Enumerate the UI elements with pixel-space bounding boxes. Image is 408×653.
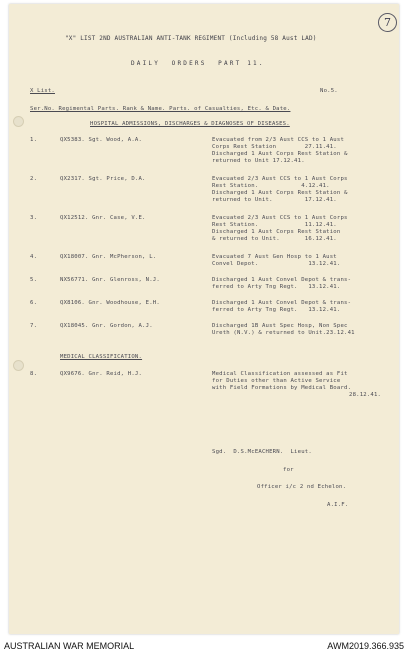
archive-footer <box>0 637 408 653</box>
entry-detail-line: Discharged 1 Aust Convel Depot & trans- <box>212 300 352 306</box>
section-heading-hospital: HOSPITAL ADMISSIONS, DISCHARGES & DIAGNOSES OF DISEASES. <box>90 121 290 127</box>
entry-soldier: NX56771. Gnr. Glenross, N.J. <box>60 277 160 283</box>
entry-detail-line: returned to Unit 17.12.41. <box>212 158 305 164</box>
entry-number: 2. <box>30 176 38 182</box>
entry-number: 7. <box>30 323 38 329</box>
entry-number: 8. <box>30 371 38 377</box>
entry-number: 5. <box>30 277 38 283</box>
institution-label: AUSTRALIAN WAR MEMORIAL <box>4 641 135 651</box>
entry-detail-line: ferred to Arty Tng Regt. 13.12.41. <box>212 307 341 313</box>
entry-detail-line: returned to Unit. 17.12.41. <box>212 197 337 203</box>
list-label: X List. <box>30 88 55 94</box>
entry-detail-line: Evacuated 7 Aust Gen Hosp to 1 Aust <box>212 254 337 260</box>
document-title: "X" LIST 2ND AUSTRALIAN ANTI-TANK REGIMENT (Including 58 Aust LAD) <box>65 35 317 42</box>
signature-aif: A.I.F. <box>327 502 349 508</box>
entry-number: 6. <box>30 300 38 306</box>
entry-soldier: QX12512. Gnr. Case, V.E. <box>60 215 146 221</box>
signature-for: for <box>283 467 294 473</box>
entry-detail-line: Discharged 1 Aust Convel Depot & trans- <box>212 277 352 283</box>
entry-soldier: QX2317. Sgt. Price, D.A. <box>60 176 146 182</box>
entry-detail-line: Rest Station. 11.12.41. <box>212 222 337 228</box>
entry-number: 4. <box>30 254 38 260</box>
document-page <box>9 4 399 634</box>
entry-detail-line: & returned to Unit. 16.12.41. <box>212 236 337 242</box>
entry-detail-line: Evacuated 2/3 Aust CCS to 1 Aust Corps <box>212 176 348 182</box>
entry-detail-line: Evacuated from 2/3 Aust CCS to 1 Aust <box>212 137 345 143</box>
entry-soldier: QX18007. Gnr. McPherson, L. <box>60 254 157 260</box>
entry-detail-line: Discharged 1 Aust Corps Rest Station & <box>212 151 348 157</box>
entry-detail-line: Convel Depot. 13.12.41. <box>212 261 341 267</box>
entry-soldier: QX9676. Gnr. Reid, H.J. <box>60 371 143 377</box>
column-headers: Ser.No. Regimental Parts. Rank & Name. Parts. of Casualties, Etc. & Date. <box>30 106 291 112</box>
entry-detail-line: ferred to Arty Tng Regt. 13.12.41. <box>212 284 341 290</box>
entry-soldier: QX5383. Sgt. Wood, A.A. <box>60 137 143 143</box>
entry-detail-line: for Duties other than Active Service <box>212 378 341 384</box>
entry-detail-line: Evacuated 2/3 Aust CCS to 1 Aust Corps <box>212 215 348 221</box>
entry-detail-line: with Field Formations by Medical Board. <box>212 385 352 391</box>
document-subtitle: DAILY ORDERS PART 11. <box>131 60 265 67</box>
entry-soldier: QX18045. Gnr. Gordon, A.J. <box>60 323 153 329</box>
entry-detail-line: Medical Classification assessed as Fit <box>212 371 348 377</box>
entry-detail-line: Discharged 1 Aust Corps Rest Station & <box>212 190 348 196</box>
entry-detail-line: Rest Station. 4.12.41. <box>212 183 330 189</box>
signature-name: Sgd. D.S.McEACHERN. Lieut. <box>212 449 312 455</box>
entry-number: 1. <box>30 137 38 143</box>
entry-number: 3. <box>30 215 38 221</box>
punch-hole-top <box>13 116 24 127</box>
entry-detail-line: Ureth (N.V.) & returned to Unit.23.12.41 <box>212 330 355 336</box>
entry-detail-line: Discharged 1B Aust Spec Hosp, Non Spec <box>212 323 348 329</box>
entry-detail-line: Discharged 1 Aust Corps Rest Station <box>212 229 341 235</box>
signature-office: Officer i/c 2 nd Echelon. <box>257 484 347 490</box>
punch-hole-bottom <box>13 360 24 371</box>
entry-detail-line: 28.12.41. <box>349 392 382 398</box>
accession-number: AWM2019.366.935 <box>327 641 404 651</box>
entry-soldier: QX8106. Gnr. Woodhouse, E.H. <box>60 300 160 306</box>
page-number: 7 <box>378 13 397 32</box>
entry-detail-line: Corps Rest Station 27.11.41. <box>212 144 337 150</box>
section-heading-medical: MEDICAL CLASSIFICATION. <box>60 354 143 360</box>
order-number: No.5. <box>320 88 338 94</box>
